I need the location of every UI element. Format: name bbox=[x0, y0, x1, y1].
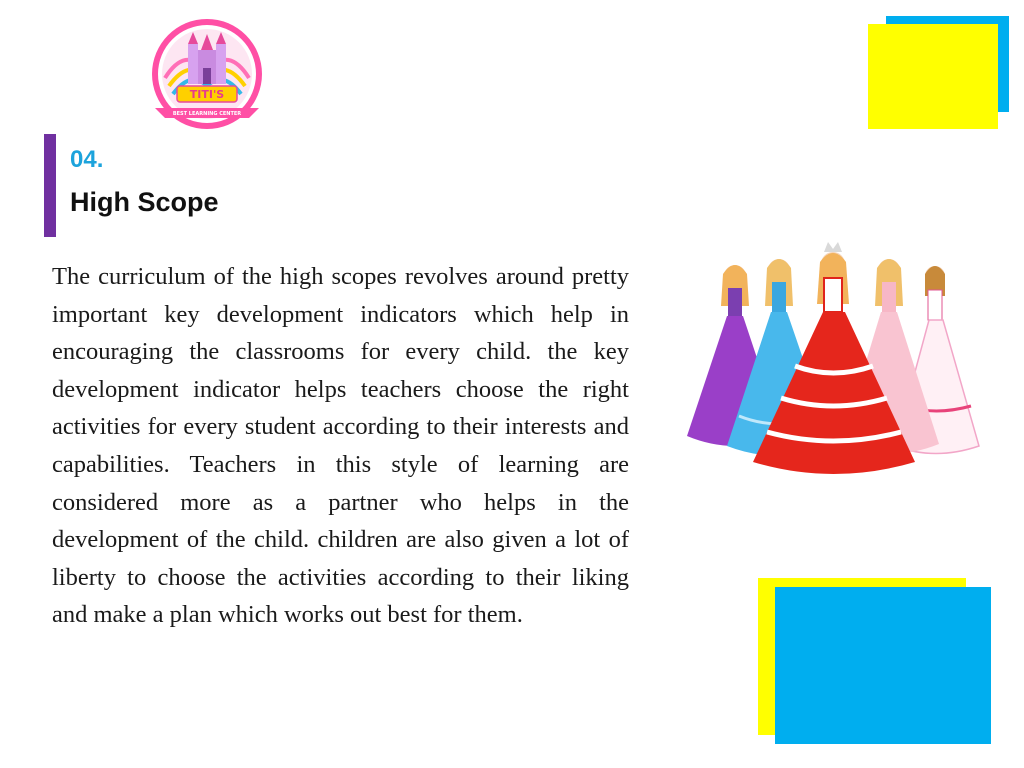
dolls-illustration bbox=[683, 236, 983, 486]
decor-square-yellow-top bbox=[868, 24, 998, 129]
logo-badge bbox=[145, 16, 269, 132]
slide-number: 04. bbox=[70, 146, 104, 173]
accent-bar bbox=[44, 134, 56, 237]
slide-title: High Scope bbox=[70, 187, 219, 217]
logo-tagline: BEST LEARNING CENTER bbox=[172, 111, 242, 117]
dolls-group-icon bbox=[687, 242, 979, 474]
decor-square-blue-bottom bbox=[775, 587, 991, 744]
logo-name: TITI'S bbox=[189, 88, 225, 101]
body-paragraph: The curriculum of the high scopes revolves around pretty important key development indicators which help in encouraging the classrooms for every child. the key development indicator helps teachers choose the right activities for every student according to their interests and capabilities. Teachers in this style of learning are considered more as a partner who helps in the development of the child. children are also given a lot of liberty to choose the activities according to their liking and make a plan which works out best for them. bbox=[52, 263, 629, 629]
